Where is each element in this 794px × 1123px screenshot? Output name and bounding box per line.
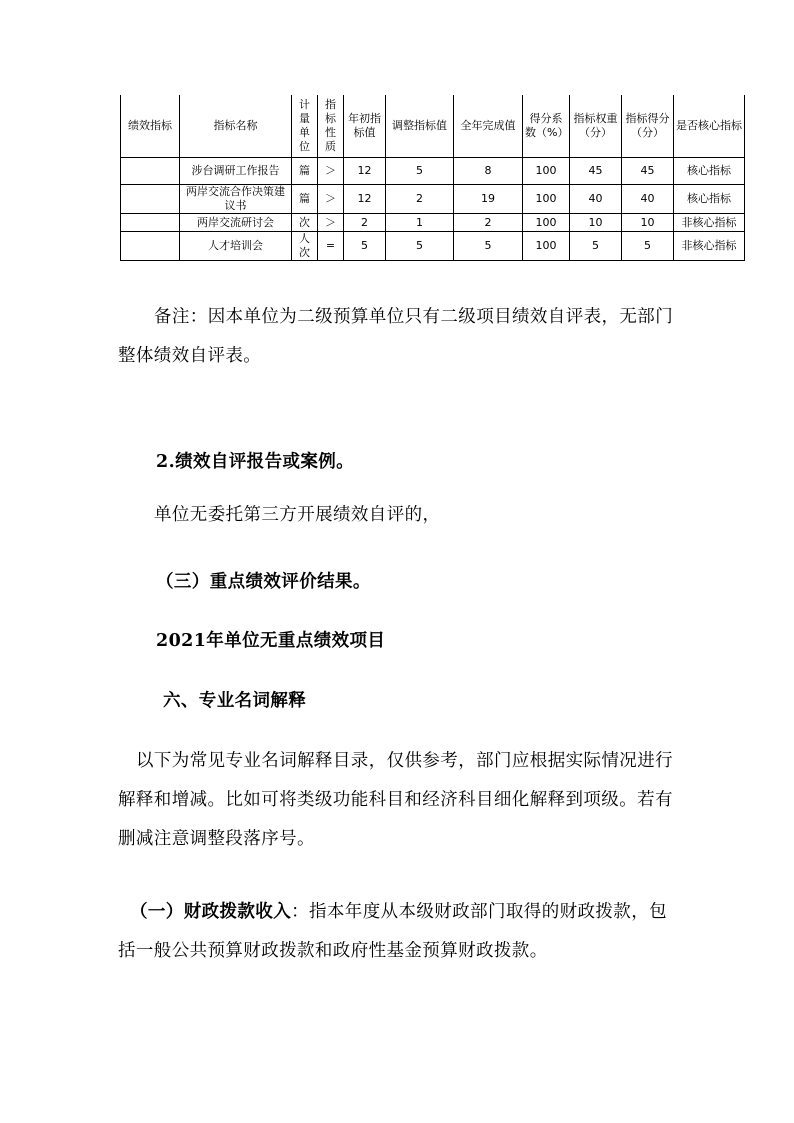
term1-text: ：指本年度从本级财政部门取得的财政拨款，包括一般公共预算财政拨款和政府性基金预算财政拨款。	[118, 902, 668, 961]
table-cell: 12	[344, 158, 386, 185]
term1-label: （一）财政拨款收入	[130, 902, 292, 922]
table-cell: 人次	[292, 232, 318, 261]
table-cell	[121, 185, 180, 214]
table-cell: =	[318, 232, 344, 261]
table-cell: 人才培训会	[180, 232, 292, 261]
header-cell: 指标权重（分）	[570, 95, 622, 158]
table-cell: 涉台调研工作报告	[180, 158, 292, 185]
table-cell: 非核心指标	[674, 214, 745, 232]
table-cell: 100	[523, 214, 570, 232]
table-cell	[121, 158, 180, 185]
table-cell: 2	[386, 185, 454, 214]
header-cell: 全年完成值	[454, 95, 523, 158]
section6-intro: 以下为常见专业名词解释目录，仅供参考，部门应根据实际情况进行解释和增减。比如可将类级功能科目和经济科目细化解释到项级。若有删减注意调整段落序号。	[118, 751, 673, 849]
table-cell: 45	[570, 158, 622, 185]
table-cell: 5	[622, 232, 674, 261]
table-cell	[121, 214, 180, 232]
table-cell: 5	[386, 232, 454, 261]
table-cell: 两岸交流研讨会	[180, 214, 292, 232]
table-cell: 篇	[292, 185, 318, 214]
section3-heading: （三）重点绩效评价结果。	[156, 572, 371, 592]
table-header-row	[121, 95, 745, 158]
table-row	[121, 232, 745, 261]
table-cell: 100	[523, 158, 570, 185]
table-cell	[121, 232, 180, 261]
header-cell: 绩效指标	[121, 95, 180, 158]
table-cell: 100	[523, 232, 570, 261]
table-row	[121, 185, 745, 214]
table-cell: 2	[344, 214, 386, 232]
table-cell: 45	[622, 158, 674, 185]
table-cell: 8	[454, 158, 523, 185]
table-cell: 12	[344, 185, 386, 214]
table-cell: ＞	[318, 185, 344, 214]
table-cell: 19	[454, 185, 523, 214]
table-cell: 5	[344, 232, 386, 261]
table-cell: 100	[523, 185, 570, 214]
table-cell: 1	[386, 214, 454, 232]
header-cell: 计量单位	[292, 95, 318, 158]
header-cell: 指标名称	[180, 95, 292, 158]
table-cell: 非核心指标	[674, 232, 745, 261]
performance-indicator-table	[120, 95, 745, 261]
table-cell: 10	[570, 214, 622, 232]
section6-heading: 六、专业名词解释	[163, 691, 307, 711]
header-cell: 调整指标值	[386, 95, 454, 158]
table-cell: 40	[570, 185, 622, 214]
header-cell: 指标性质	[318, 95, 344, 158]
table-cell: 5	[570, 232, 622, 261]
header-cell: 指标得分（分）	[622, 95, 674, 158]
table-cell: 核心指标	[674, 158, 745, 185]
header-cell: 年初指标值	[344, 95, 386, 158]
table-cell: 5	[454, 232, 523, 261]
table-row	[121, 158, 745, 185]
header-cell: 是否核心指标	[674, 95, 745, 158]
term1-paragraph	[118, 893, 678, 971]
table-cell: 篇	[292, 158, 318, 185]
section3-text: 2021年单位无重点绩效项目	[156, 631, 386, 651]
header-cell: 得分系数（%）	[523, 95, 570, 158]
table-cell: 2	[454, 214, 523, 232]
table-cell: 两岸交流合作决策建议书	[180, 185, 292, 214]
table-cell: 5	[386, 158, 454, 185]
note-paragraph: 备注：因本单位为二级预算单位只有二级项目绩效自评表，无部门整体绩效自评表。	[118, 307, 674, 366]
section2-heading: 2.绩效自评报告或案例。	[156, 452, 355, 472]
table-cell: 10	[622, 214, 674, 232]
table-cell: 次	[292, 214, 318, 232]
table-cell: ＞	[318, 158, 344, 185]
section2-text: 单位无委托第三方开展绩效自评的，	[154, 505, 441, 525]
table-cell: ＞	[318, 214, 344, 232]
table-row	[121, 214, 745, 232]
table-cell: 40	[622, 185, 674, 214]
table-cell: 核心指标	[674, 185, 745, 214]
